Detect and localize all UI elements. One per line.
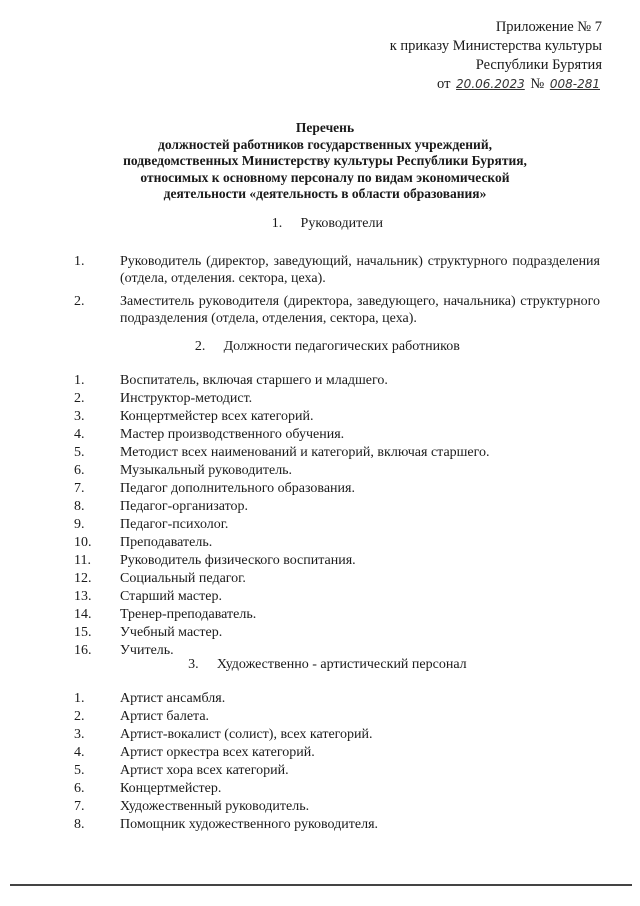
item-number: 1.	[74, 254, 85, 269]
page-bottom-rule	[10, 884, 632, 886]
item-text: Инструктор-методист.	[120, 391, 253, 406]
list-item	[74, 570, 600, 588]
title-line-5: деятельности «деятельность в области образования»	[163, 186, 487, 201]
item-text: Учебный мастер.	[120, 625, 223, 640]
list-item	[74, 588, 600, 606]
list-item	[74, 762, 600, 780]
item-text: Методист всех наименований и категорий, включая старшего.	[120, 445, 490, 460]
item-number: 1.	[74, 373, 85, 388]
list-item	[74, 462, 600, 480]
item-text: Концертмейстер.	[120, 781, 222, 796]
item-text: Концертмейстер всех категорий.	[120, 409, 314, 424]
item-text: Педагог дополнительного образования.	[120, 481, 355, 496]
handwritten-order-number: 008-281	[549, 77, 600, 91]
item-text: Руководитель физического воспитания.	[120, 553, 356, 568]
item-text: Артист хора всех категорий.	[120, 763, 289, 778]
item-number: 4.	[74, 427, 85, 442]
list-item	[74, 690, 600, 708]
item-number: 7.	[74, 481, 85, 496]
item-text: Преподаватель.	[120, 535, 213, 550]
item-text: Педагог-психолог.	[120, 517, 229, 532]
item-text: Артист оркестра всех категорий.	[120, 745, 315, 760]
date-prefix: от	[437, 76, 451, 92]
item-text: Мастер производственного обучения.	[120, 427, 345, 442]
section-3-heading	[0, 657, 640, 673]
document-title	[40, 120, 610, 203]
appendix-header	[390, 18, 602, 94]
item-number: 5.	[74, 763, 85, 778]
section-1-list	[74, 253, 600, 333]
item-text: Воспитатель, включая старшего и младшего.	[120, 373, 388, 388]
list-item	[74, 624, 600, 642]
list-item	[74, 816, 600, 834]
section-3-list	[74, 690, 600, 834]
item-text: Старший мастер.	[120, 589, 222, 604]
item-number: 6.	[74, 781, 85, 796]
item-text: Артист-вокалист (солист), всех категорий.	[120, 727, 373, 742]
list-item	[74, 408, 600, 426]
item-number: 15.	[74, 625, 92, 640]
list-item	[74, 516, 600, 534]
list-item	[74, 253, 600, 287]
item-number: 5.	[74, 445, 85, 460]
list-item	[74, 744, 600, 762]
list-item	[74, 444, 600, 462]
list-item	[74, 426, 600, 444]
section-number: 1.	[271, 216, 283, 231]
section-2-list	[74, 372, 600, 660]
title-line-4: относимых к основному персоналу по видам экономической	[140, 169, 510, 185]
list-item	[74, 552, 600, 570]
item-number: 16.	[74, 643, 92, 658]
item-text: Артист ансамбля.	[120, 691, 226, 706]
appendix-republic: Республики Бурятия	[475, 57, 602, 73]
item-number: 12.	[74, 571, 92, 586]
item-text: Помощник художественного руководителя.	[120, 817, 379, 832]
item-number: 7.	[74, 799, 85, 814]
section-1-heading	[0, 216, 640, 232]
title-line-1: Перечень	[295, 120, 355, 135]
number-prefix: №	[530, 76, 545, 92]
item-text: Заместитель руководителя (директора, заведующего, начальника) структурного подразделения (отдела, отделения, сектора, цеха).	[120, 294, 600, 326]
list-item	[74, 606, 600, 624]
item-number: 3.	[74, 409, 85, 424]
section-title: Художественно - артистический персонал	[216, 657, 467, 672]
item-number: 2.	[74, 391, 85, 406]
item-number: 13.	[74, 589, 92, 604]
item-number: 2.	[74, 709, 85, 724]
item-number: 8.	[74, 499, 85, 514]
section-title: Должности педагогических работников	[223, 339, 460, 354]
item-text: Учитель.	[120, 643, 174, 658]
item-text: Педагог-организатор.	[120, 499, 249, 514]
list-item	[74, 534, 600, 552]
section-title: Руководители	[300, 216, 383, 231]
title-line-3: подведомственных Министерству культуры Республики Бурятия,	[123, 153, 527, 168]
list-item	[74, 708, 600, 726]
appendix-number: Приложение № 7	[495, 19, 602, 35]
list-item	[74, 780, 600, 798]
section-2-heading	[0, 339, 640, 355]
item-number: 9.	[74, 517, 85, 532]
item-number: 3.	[74, 727, 85, 742]
item-number: 10.	[74, 535, 92, 550]
item-text: Художественный руководитель.	[120, 799, 310, 814]
appendix-order-ref: к приказу Министерства культуры	[389, 38, 602, 54]
item-number: 8.	[74, 817, 85, 832]
item-text: Тренер-преподаватель.	[120, 607, 257, 622]
item-text: Музыкальный руководитель.	[120, 463, 293, 478]
item-number: 14.	[74, 607, 92, 622]
item-number: 4.	[74, 745, 85, 760]
item-number: 6.	[74, 463, 85, 478]
handwritten-date: 20.06.2023	[456, 77, 525, 91]
list-item	[74, 293, 600, 327]
item-number: 1.	[74, 691, 85, 706]
section-number: 2.	[194, 339, 206, 354]
list-item	[74, 390, 600, 408]
appendix-date-line	[390, 75, 602, 94]
title-line-2: должностей работников государственных учреждений,	[158, 136, 492, 152]
list-item	[74, 372, 600, 390]
item-text: Социальный педагог.	[120, 571, 246, 586]
list-item	[74, 726, 600, 744]
list-item	[74, 480, 600, 498]
list-item	[74, 798, 600, 816]
list-item	[74, 498, 600, 516]
item-number: 11.	[74, 553, 91, 568]
item-text: Артист балета.	[120, 709, 210, 724]
section-number: 3.	[188, 657, 199, 672]
item-text: Руководитель (директор, заведующий, начальник) структурного подразделения (отдела, отделения. сектора, цеха).	[120, 254, 600, 286]
item-number: 2.	[74, 294, 85, 309]
